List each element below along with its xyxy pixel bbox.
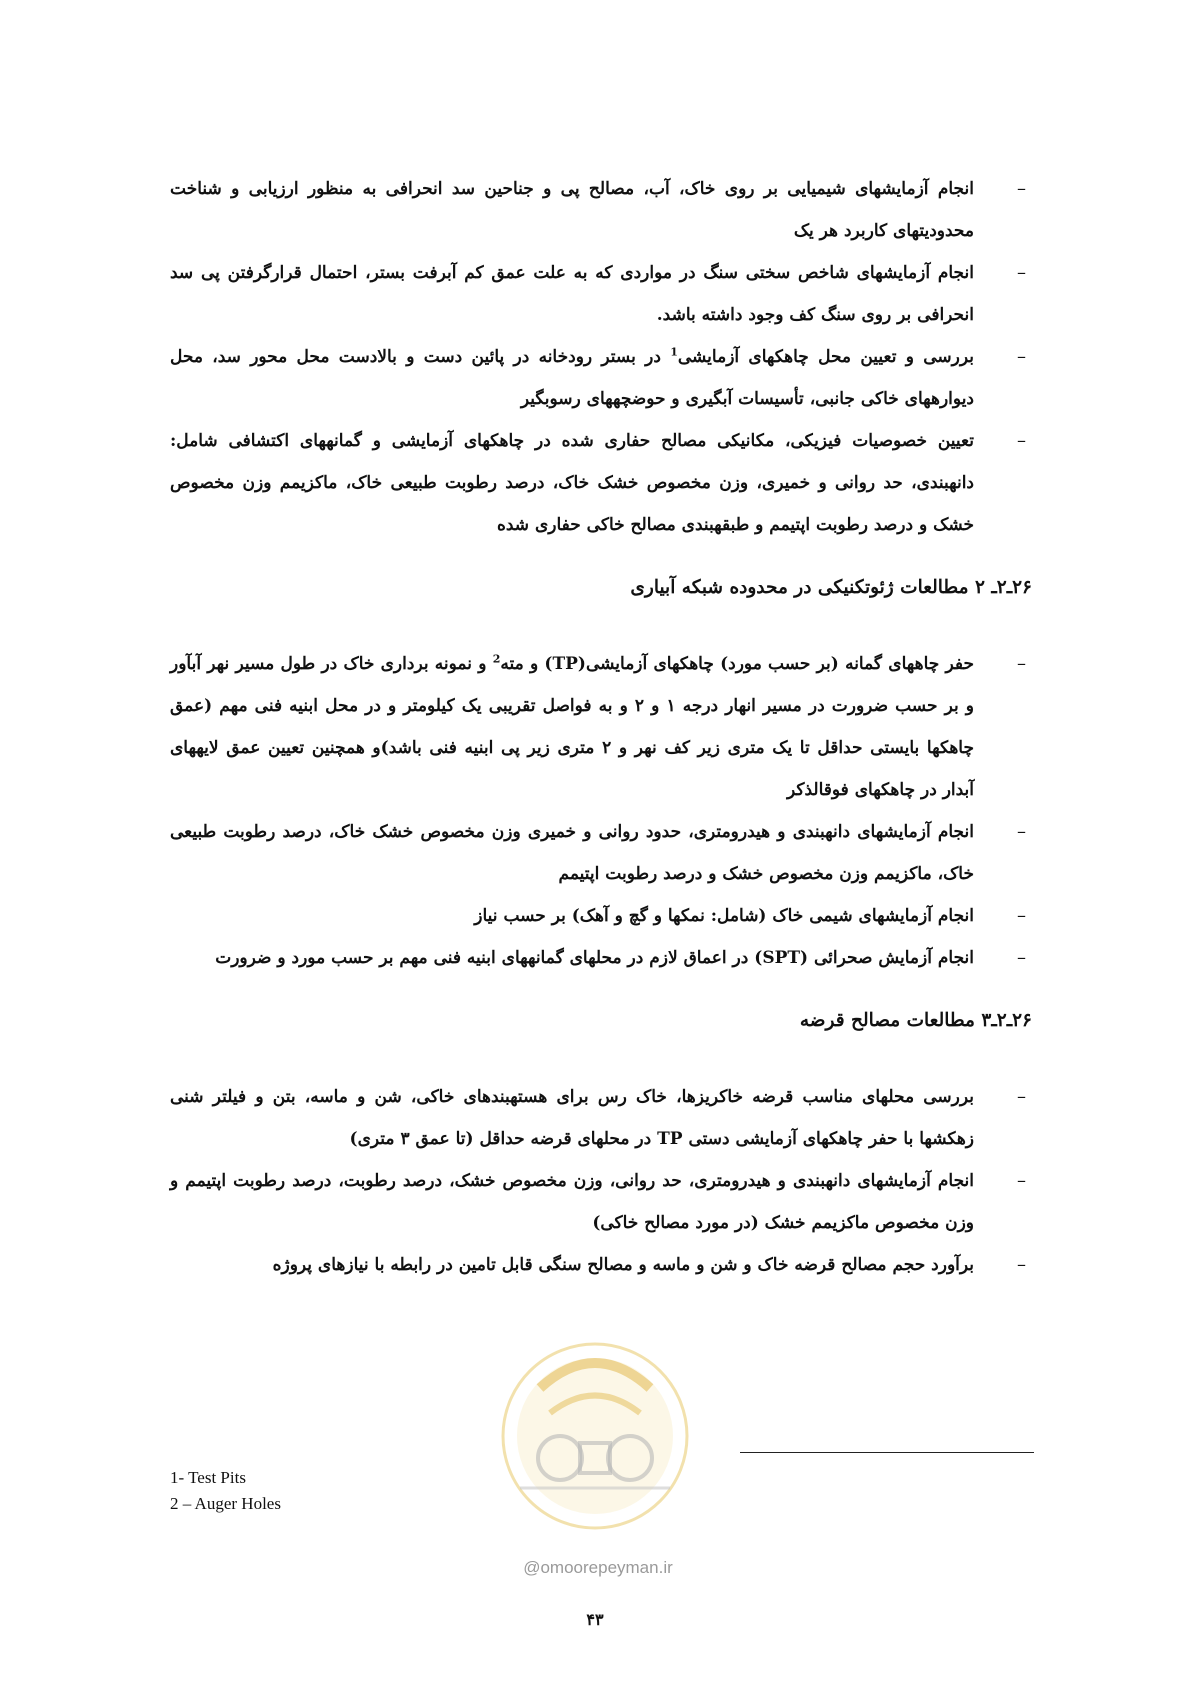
bullet-marker: – bbox=[1017, 905, 1026, 926]
footnote-item: 2 – Auger Holes bbox=[170, 1494, 281, 1513]
list-item-text-cont: و نمونه برداری خاک در طول مسیر نهر آبآور و بر حسب ضرورت در مسیر انهار درجه ۱ و ۲ و به فواصل تقریبی یک کیلومتر و در محل ابنیه فنی مهم (عمق چاهکها بایستی حداقل تا یک متری زیر کف نهر و ۲ متری زیر پی ابنیه فنی باشد)و همچنین تعیین عمق لایههای آبدار در چاهکهای فوقالذکر bbox=[170, 654, 974, 800]
list-item bbox=[170, 895, 1032, 937]
bullet-marker: – bbox=[1017, 1170, 1026, 1191]
list-item-text: بررسی و تعیین محل چاهکهای آزمایشی bbox=[677, 347, 974, 367]
list-item bbox=[170, 937, 1032, 979]
list-item-text: انجام آزمایشهای دانهبندی و هیدرومتری، حدود روانی و خمیری وزن مخصوص خشک خاک، درصد رطوبت طبیعی خاک، ماکزیمم وزن مخصوص خشک و درصد رطوبت اپتیمم bbox=[170, 822, 974, 884]
bullet-marker: – bbox=[1017, 346, 1026, 367]
list-item bbox=[170, 643, 1032, 811]
bullet-marker: – bbox=[1017, 430, 1026, 451]
bullet-marker: – bbox=[1017, 1086, 1026, 1107]
bullet-marker: – bbox=[1017, 947, 1026, 968]
list-item bbox=[170, 1076, 1032, 1160]
list-item-text: برآورد حجم مصالح قرضه خاک و شن و ماسه و مصالح سنگی قابل تامین در رابطه با نیازهای پروژه bbox=[272, 1255, 974, 1275]
section3-bullet-list bbox=[170, 1076, 1032, 1286]
page-number: ۴۳ bbox=[586, 1610, 604, 1629]
section2-bullet-list bbox=[170, 643, 1032, 979]
watermark-logo-icon bbox=[480, 1318, 710, 1578]
bullet-marker: – bbox=[1017, 178, 1026, 199]
list-item bbox=[170, 252, 1032, 336]
bullet-marker: – bbox=[1017, 1254, 1026, 1275]
list-item bbox=[170, 1160, 1032, 1244]
section-heading-borrow-materials: ۲۶ـ۲ـ۳ مطالعات مصالح قرضه bbox=[799, 1010, 1032, 1031]
list-item-text: تعیین خصوصیات فیزیکی، مکانیکی مصالح حفاری شده در چاهکهای آزمایشی و گمانههای اکتشافی شامل: دانهبندی، حد روانی و خمیری، وزن مخصوص خشک خاک، درصد رطوبت طبیعی خاک، ماکزیمم وزن مخصوص خشک و درصد رطوبت اپتیمم و طبقهبندی مصالح خاکی حفاری شده bbox=[170, 431, 974, 535]
list-item bbox=[170, 336, 1032, 420]
list-item-text: حفر چاههای گمانه (بر حسب مورد) چاهکهای آزمایشی(TP) و مته bbox=[500, 654, 974, 674]
list-item bbox=[170, 811, 1032, 895]
list-item-text: انجام آزمایشهای دانهبندی و هیدرومتری، حد روانی، وزن مخصوص خشک، درصد رطوبت، درصد رطوبت اپتیمم و وزن مخصوص ماکزیمم خشک (در مورد مصالح خاکی) bbox=[170, 1171, 974, 1233]
list-item-text: انجام آزمایش صحرائی (SPT) در اعماق لازم در محلهای گمانههای ابنیه فنی مهم بر حسب مورد و ضرورت bbox=[215, 948, 974, 968]
section-heading-irrigation-geotech: ۲۶ـ۲ـ ۲ مطالعات ژئوتکنیکی در محدوده شبکه آبیاری bbox=[630, 577, 1032, 598]
footnote-ref: 2 bbox=[492, 652, 501, 666]
bullet-marker: – bbox=[1017, 262, 1026, 283]
footnote-item: 1- Test Pits bbox=[170, 1468, 246, 1487]
main-content bbox=[170, 168, 1032, 1286]
list-item-text: انجام آزمایشهای شیمی خاک (شامل: نمکها و گچ و آهک) بر حسب نیاز bbox=[474, 906, 974, 926]
list-item-text: بررسی محلهای مناسب قرضه خاکریزها، خاک رس برای هستهبندهای خاکی، شن و ماسه، بتن و فیلتر شنی زهکشها با حفر چاهکهای آزمایشی دستی TP در محلهای قرضه حداقل (تا عمق ۳ متری) bbox=[170, 1087, 974, 1149]
list-item-text: انجام آزمایشهای شیمیایی بر روی خاک، آب، مصالح پی و جناحین سد انحرافی به منظور ارزیابی و شناخت محدودیتهای کاربرد هر یک bbox=[170, 179, 974, 241]
list-item-text-cont: در بستر رودخانه در پائین دست و بالادست محل محور سد، محل دیوارههای خاکی جانبی، تأسیسات آبگیری و حوضچههای رسوبگیر bbox=[170, 347, 974, 409]
footnote-ref: 1 bbox=[670, 345, 678, 359]
list-item bbox=[170, 1244, 1032, 1286]
list-item bbox=[170, 420, 1032, 546]
footnotes bbox=[170, 1465, 281, 1517]
watermark-site: @omoorepeyman.ir bbox=[523, 1558, 673, 1577]
list-item bbox=[170, 168, 1032, 252]
list-item-text: انجام آزمایشهای شاخص سختی سنگ در مواردی که به علت عمق کم آبرفت بستر، احتمال قرارگرفتن پی سد انحرافی بر روی سنگ کف وجود داشته باشد. bbox=[170, 263, 974, 325]
footnote-divider bbox=[740, 1452, 1034, 1453]
bullet-marker: – bbox=[1017, 821, 1026, 842]
bullet-marker: – bbox=[1017, 653, 1026, 674]
section1-bullet-list bbox=[170, 168, 1032, 546]
